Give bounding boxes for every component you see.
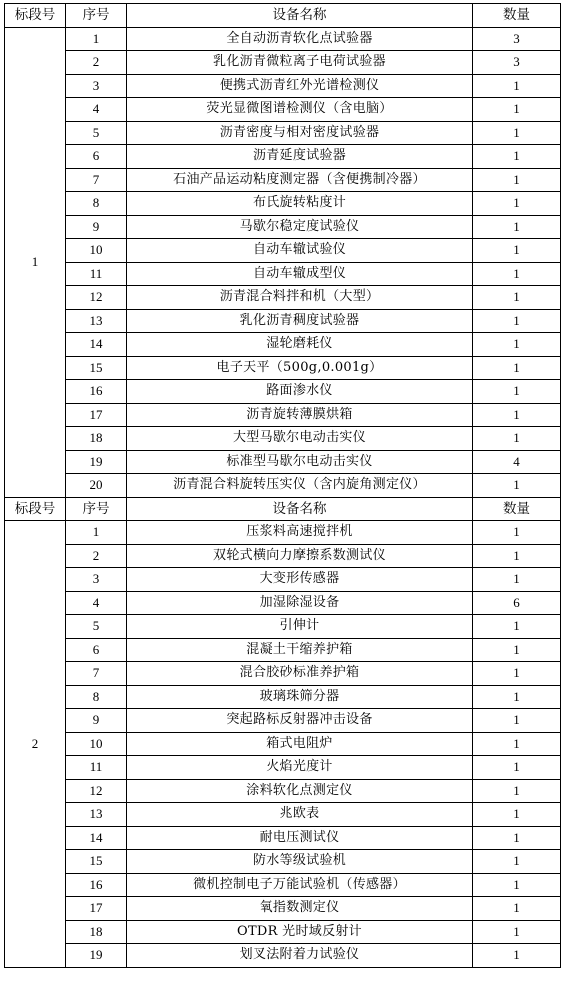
equipment-name-cell: 大变形传感器	[127, 568, 473, 592]
equipment-name-cell: 全自动沥青软化点试验器	[127, 27, 473, 51]
table-row	[5, 450, 561, 474]
equipment-name-cell: 双轮式横向力摩擦系数测试仪	[127, 544, 473, 568]
seq-cell: 16	[66, 873, 127, 897]
table-row	[5, 920, 561, 944]
quantity-cell: 4	[473, 450, 561, 474]
equipment-name-cell: 沥青旋转薄膜烘箱	[127, 403, 473, 427]
equipment-name-cell: 沥青混合料拌和机（大型）	[127, 286, 473, 310]
equipment-name-cell: 石油产品运动粘度测定器（含便携制冷器）	[127, 168, 473, 192]
quantity-cell: 1	[473, 615, 561, 639]
equipment-name-cell: 沥青密度与相对密度试验器	[127, 121, 473, 145]
quantity-cell: 1	[473, 474, 561, 498]
quantity-cell: 1	[473, 286, 561, 310]
table-row	[5, 27, 561, 51]
quantity-cell: 1	[473, 403, 561, 427]
header-qty: 数量	[473, 4, 561, 28]
table-row	[5, 709, 561, 733]
table-row	[5, 380, 561, 404]
equipment-name-cell: 火焰光度计	[127, 756, 473, 780]
quantity-cell: 3	[473, 27, 561, 51]
table-row	[5, 826, 561, 850]
table-row	[5, 803, 561, 827]
seq-cell: 18	[66, 427, 127, 451]
equipment-name-cell: 荧光显微图谱检测仪（含电脑）	[127, 98, 473, 122]
table-row	[5, 286, 561, 310]
quantity-cell: 1	[473, 897, 561, 921]
header-name: 设备名称	[127, 4, 473, 28]
table-row	[5, 168, 561, 192]
seq-cell: 15	[66, 356, 127, 380]
quantity-cell: 1	[473, 192, 561, 216]
equipment-name-cell: 布氏旋转粘度计	[127, 192, 473, 216]
quantity-cell: 1	[473, 873, 561, 897]
seq-cell: 7	[66, 168, 127, 192]
seq-cell: 5	[66, 121, 127, 145]
quantity-cell: 1	[473, 309, 561, 333]
header-row	[5, 497, 561, 521]
quantity-cell: 1	[473, 920, 561, 944]
table-row	[5, 262, 561, 286]
table-row	[5, 98, 561, 122]
seq-cell: 19	[66, 944, 127, 968]
seq-cell: 16	[66, 380, 127, 404]
seq-cell: 11	[66, 756, 127, 780]
equipment-name-cell: 沥青延度试验器	[127, 145, 473, 169]
seq-cell: 14	[66, 826, 127, 850]
header-qty: 数量	[473, 497, 561, 521]
seq-cell: 12	[66, 286, 127, 310]
table-row	[5, 309, 561, 333]
table-row	[5, 521, 561, 545]
table-row	[5, 544, 561, 568]
quantity-cell: 6	[473, 591, 561, 615]
equipment-name-cell: 防水等级试验机	[127, 850, 473, 874]
quantity-cell: 1	[473, 380, 561, 404]
quantity-cell: 1	[473, 685, 561, 709]
quantity-cell: 1	[473, 74, 561, 98]
equipment-name-cell: 马歇尔稳定度试验仪	[127, 215, 473, 239]
table-row	[5, 427, 561, 451]
header-name: 设备名称	[127, 497, 473, 521]
equipment-name-cell: 玻璃珠筛分器	[127, 685, 473, 709]
equipment-table-body	[5, 4, 561, 968]
quantity-cell: 1	[473, 944, 561, 968]
equipment-name-cell: 箱式电阻炉	[127, 732, 473, 756]
seq-cell: 9	[66, 215, 127, 239]
seq-cell: 15	[66, 850, 127, 874]
equipment-name-cell: 沥青混合料旋转压实仪（含内旋角测定仪）	[127, 474, 473, 498]
equipment-name-cell: 便携式沥青红外光谱检测仪	[127, 74, 473, 98]
equipment-name-cell: 氧指数测定仪	[127, 897, 473, 921]
table-row	[5, 356, 561, 380]
equipment-table	[4, 3, 561, 968]
table-row	[5, 685, 561, 709]
table-row	[5, 944, 561, 968]
seq-cell: 1	[66, 27, 127, 51]
seq-cell: 2	[66, 544, 127, 568]
equipment-name-cell: 混合胶砂标准养护箱	[127, 662, 473, 686]
quantity-cell: 1	[473, 732, 561, 756]
seq-cell: 14	[66, 333, 127, 357]
equipment-name-cell: 电子天平（500g,0.001g）	[127, 356, 473, 380]
seq-cell: 12	[66, 779, 127, 803]
table-row	[5, 779, 561, 803]
table-row	[5, 662, 561, 686]
table-row	[5, 121, 561, 145]
seq-cell: 10	[66, 732, 127, 756]
quantity-cell: 3	[473, 51, 561, 75]
equipment-name-cell: 加湿除湿设备	[127, 591, 473, 615]
quantity-cell: 1	[473, 662, 561, 686]
table-row	[5, 145, 561, 169]
table-row	[5, 897, 561, 921]
seq-cell: 20	[66, 474, 127, 498]
seq-cell: 3	[66, 74, 127, 98]
quantity-cell: 1	[473, 427, 561, 451]
equipment-name-cell: 耐电压测试仪	[127, 826, 473, 850]
quantity-cell: 1	[473, 239, 561, 263]
equipment-name-cell: 自动车辙成型仪	[127, 262, 473, 286]
seq-cell: 18	[66, 920, 127, 944]
quantity-cell: 1	[473, 168, 561, 192]
quantity-cell: 1	[473, 826, 561, 850]
quantity-cell: 1	[473, 568, 561, 592]
equipment-name-cell: 大型马歇尔电动击实仪	[127, 427, 473, 451]
table-row	[5, 615, 561, 639]
seq-cell: 13	[66, 309, 127, 333]
quantity-cell: 1	[473, 145, 561, 169]
seq-cell: 17	[66, 897, 127, 921]
table-row	[5, 74, 561, 98]
equipment-name-cell: 湿轮磨耗仪	[127, 333, 473, 357]
quantity-cell: 1	[473, 779, 561, 803]
equipment-name-cell: 突起路标反射器冲击设备	[127, 709, 473, 733]
quantity-cell: 1	[473, 333, 561, 357]
equipment-name-cell: 划叉法附着力试验仪	[127, 944, 473, 968]
seq-cell: 9	[66, 709, 127, 733]
table-row	[5, 474, 561, 498]
quantity-cell: 1	[473, 850, 561, 874]
quantity-cell: 1	[473, 521, 561, 545]
quantity-cell: 1	[473, 356, 561, 380]
quantity-cell: 1	[473, 262, 561, 286]
equipment-name-cell: 涂料软化点测定仪	[127, 779, 473, 803]
header-row	[5, 4, 561, 28]
seq-cell: 6	[66, 145, 127, 169]
section-number-cell: 2	[5, 521, 66, 968]
equipment-name-cell: 引伸计	[127, 615, 473, 639]
equipment-name-cell: 路面渗水仪	[127, 380, 473, 404]
equipment-name-cell: 乳化沥青微粒离子电荷试验器	[127, 51, 473, 75]
quantity-cell: 1	[473, 98, 561, 122]
table-row	[5, 638, 561, 662]
quantity-cell: 1	[473, 544, 561, 568]
quantity-cell: 1	[473, 709, 561, 733]
seq-cell: 10	[66, 239, 127, 263]
header-seq: 序号	[66, 497, 127, 521]
table-row	[5, 215, 561, 239]
quantity-cell: 1	[473, 638, 561, 662]
seq-cell: 11	[66, 262, 127, 286]
seq-cell: 13	[66, 803, 127, 827]
table-row	[5, 51, 561, 75]
table-row	[5, 403, 561, 427]
quantity-cell: 1	[473, 803, 561, 827]
equipment-name-cell: 乳化沥青稠度试验器	[127, 309, 473, 333]
table-row	[5, 239, 561, 263]
equipment-name-cell: OTDR 光时域反射计	[127, 920, 473, 944]
seq-cell: 8	[66, 685, 127, 709]
table-row	[5, 568, 561, 592]
quantity-cell: 1	[473, 215, 561, 239]
table-row	[5, 756, 561, 780]
equipment-name-cell: 微机控制电子万能试验机（传感器）	[127, 873, 473, 897]
header-section: 标段号	[5, 497, 66, 521]
table-row	[5, 850, 561, 874]
seq-cell: 4	[66, 98, 127, 122]
table-row	[5, 873, 561, 897]
seq-cell: 17	[66, 403, 127, 427]
quantity-cell: 1	[473, 121, 561, 145]
equipment-name-cell: 兆欧表	[127, 803, 473, 827]
seq-cell: 8	[66, 192, 127, 216]
table-row	[5, 333, 561, 357]
seq-cell: 4	[66, 591, 127, 615]
seq-cell: 3	[66, 568, 127, 592]
header-seq: 序号	[66, 4, 127, 28]
seq-cell: 19	[66, 450, 127, 474]
table-row	[5, 591, 561, 615]
table-row	[5, 192, 561, 216]
seq-cell: 7	[66, 662, 127, 686]
section-number-cell: 1	[5, 27, 66, 497]
seq-cell: 5	[66, 615, 127, 639]
seq-cell: 6	[66, 638, 127, 662]
equipment-name-cell: 混凝土干缩养护箱	[127, 638, 473, 662]
quantity-cell: 1	[473, 756, 561, 780]
table-row	[5, 732, 561, 756]
equipment-name-cell: 自动车辙试验仪	[127, 239, 473, 263]
header-section: 标段号	[5, 4, 66, 28]
equipment-name-cell: 压浆料高速搅拌机	[127, 521, 473, 545]
equipment-name-cell: 标准型马歇尔电动击实仪	[127, 450, 473, 474]
seq-cell: 2	[66, 51, 127, 75]
seq-cell: 1	[66, 521, 127, 545]
